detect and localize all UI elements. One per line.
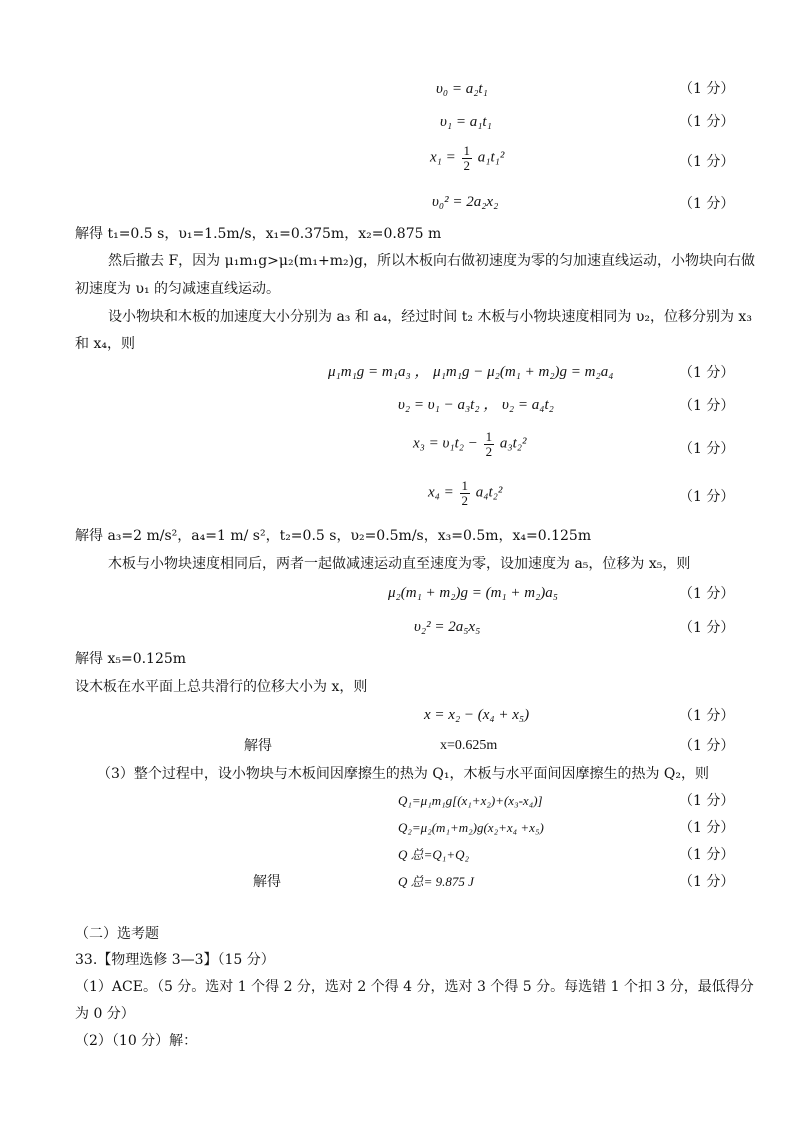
fraction	[484, 430, 495, 458]
answer-part-1-cont: 为 0 分）	[75, 1006, 135, 1022]
solution-line-1: 解得 t₁=0.5 s，υ₁=1.5m/s，x₁=0.375m，x₂=0.875 m	[75, 226, 442, 242]
paragraph-total-displacement: 设木板在水平面上总共滑行的位移大小为 x，则	[75, 679, 368, 695]
paragraph-assume-a3-a4: 设小物块和木板的加速度大小分别为 a₃ 和 a₄，经过时间 t₂ 木板与小物块速度相同为 υ₂，位移分别为 x₃	[108, 309, 752, 325]
equation-x1-rhs: a₁t₁²	[477, 149, 505, 166]
score-label: （1 分）	[679, 586, 735, 602]
result-q-total: Q 总= 9.875 J	[398, 874, 474, 889]
equation-x1-lhs: x₁ =	[430, 149, 456, 166]
score-label: （1 分）	[679, 196, 735, 212]
score-label: （1 分）	[679, 793, 735, 809]
fraction-denominator: 2	[463, 157, 470, 173]
equation-v0: υ₀ = a₂t₁	[436, 81, 488, 97]
equation-v2-squared: υ₂² = 2a₅x₅	[414, 619, 481, 635]
equation-x-total: x = x₂ − (x₄ + x₅)	[424, 707, 530, 723]
solution-line-2: 解得 a₃=2 m/s²，a₄=1 m/ s²，t₂=0.5 s，υ₂=0.5m/s，x₃=0.5m，x₄=0.125m	[75, 528, 592, 544]
paragraph-common-deceleration: 木板与小物块速度相同后，两者一起做减速运动直至速度为零，设加速度为 a₅，位移为 x₅，则	[108, 556, 691, 572]
fraction	[460, 479, 471, 507]
score-label: （1 分）	[679, 620, 735, 636]
score-label: （1 分）	[679, 81, 735, 97]
fraction	[462, 144, 473, 172]
equation-x4	[428, 479, 502, 507]
paragraph-assume-a3-a4-cont: 和 x₄，则	[75, 336, 135, 352]
fraction-numerator: 1	[461, 478, 468, 493]
fraction-numerator: 1	[485, 429, 493, 444]
paragraph-part-3: （3）整个过程中，设小物块与木板间因摩擦生的热为 Q₁，木板与水平面间因摩擦生的热为 Q₂，则	[97, 766, 709, 782]
equation-x3	[413, 430, 526, 458]
question-33-heading: 33.【物理选修 3—3】（15 分）	[75, 952, 275, 968]
fraction-denominator: 2	[461, 492, 468, 508]
score-label: （1 分）	[679, 398, 735, 414]
equation-v0-squared: υ₀² = 2a₂x₂	[432, 194, 499, 210]
answer-part-2: （2）（10 分）解：	[75, 1033, 198, 1049]
score-label: （1 分）	[679, 489, 735, 505]
score-label: （1 分）	[679, 114, 735, 130]
score-label: （1 分）	[679, 820, 735, 836]
equation-q2: Q₂=μ₂(m₁+m₂)g(x₂+x₄ +x₅)	[398, 820, 544, 835]
solution-label: 解得	[244, 738, 272, 754]
fraction-denominator: 2	[485, 443, 493, 459]
score-label: （1 分）	[679, 708, 735, 724]
equation-v1: υ₁ = a₁t₁	[440, 114, 492, 130]
score-label: （1 分）	[679, 847, 735, 863]
equation-q-total: Q 总=Q₁+Q₂	[398, 847, 469, 862]
equation-x4-rhs: a₄t₂²	[475, 484, 503, 501]
result-x: x=0.625m	[440, 738, 498, 753]
score-label: （1 分）	[679, 154, 735, 170]
score-label: （1 分）	[679, 738, 735, 754]
equation-x1	[430, 144, 504, 172]
equation-q1: Q₁=μ₁m₁g[(x₁+x₂)+(x₃-x₄)]	[398, 793, 543, 808]
equation-newton-second: μ₁m₁g = m₁a₃ ， μ₁m₁g − μ₂(m₁ + m₂)g = m₂a₄	[328, 364, 614, 380]
score-label: （1 分）	[679, 365, 735, 381]
solution-label: 解得	[253, 874, 281, 890]
solution-line-3: 解得 x₅=0.125m	[75, 651, 187, 667]
equation-x3-lhs: x₃ = υ₁t₂ −	[413, 435, 478, 452]
equation-x4-lhs: x₄ =	[428, 484, 454, 501]
score-label: （1 分）	[679, 441, 735, 457]
paragraph-remove-f-cont: 初速度为 υ₁ 的匀减速直线运动。	[75, 281, 281, 297]
equation-a5: μ₂(m₁ + m₂)g = (m₁ + m₂)a₅	[388, 585, 558, 601]
score-label: （1 分）	[679, 874, 735, 890]
section-heading-elective: （二）选考题	[75, 926, 159, 942]
paragraph-remove-f: 然后撤去 F，因为 μ₁m₁g>μ₂(m₁+m₂)g，所以木板向右做初速度为零的匀加速直线运动，小物块向右做	[108, 253, 756, 269]
equation-v2: υ₂ = υ₁ − a₃t₂ ， υ₂ = a₄t₂	[398, 397, 554, 413]
equation-x3-rhs: a₃t₂²	[499, 435, 527, 452]
fraction-numerator: 1	[463, 143, 470, 158]
answer-part-1: （1）ACE。（5 分。选对 1 个得 2 分，选对 2 个得 4 分，选对 3 个得 5 分。每选错 1 个扣 3 分，最低得分	[75, 979, 754, 995]
